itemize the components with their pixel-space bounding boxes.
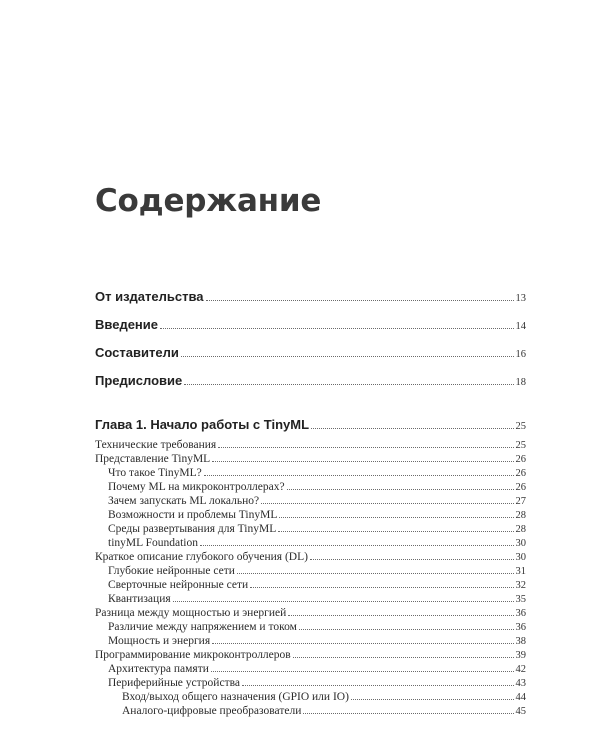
toc-entry[interactable] — [108, 593, 526, 605]
toc-entry[interactable] — [108, 635, 526, 647]
toc-page-number: 28 — [515, 510, 526, 521]
toc-entry[interactable] — [108, 495, 526, 507]
toc-page-number: 35 — [515, 594, 526, 605]
toc-entry[interactable] — [108, 579, 526, 591]
leader-dots — [299, 629, 514, 630]
toc-page-number: 13 — [515, 293, 526, 304]
toc-entry[interactable] — [95, 551, 526, 563]
toc-entry[interactable] — [108, 481, 526, 493]
leader-dots — [242, 685, 514, 686]
toc-page-number: 14 — [515, 321, 526, 332]
toc-entry-label: Возможности и проблемы TinyML — [108, 509, 278, 521]
toc-entry[interactable] — [108, 523, 526, 535]
toc-page-number: 36 — [515, 622, 526, 633]
toc-entry-label: tinyML Foundation — [108, 537, 198, 549]
toc-page-number: 43 — [515, 678, 526, 689]
toc-entry-preface[interactable] — [95, 373, 526, 388]
toc-entry-label: Сверточные нейронные сети — [108, 579, 249, 591]
toc-entry[interactable] — [95, 439, 526, 451]
leader-dots — [351, 699, 514, 700]
toc-entry-label: Представление TinyML — [95, 453, 211, 465]
toc-entry-label: Предисловие — [95, 373, 183, 388]
toc-page-number: 42 — [515, 664, 526, 675]
leader-dots — [212, 643, 513, 644]
toc-entry[interactable] — [108, 537, 526, 549]
toc-entry-label: Программирование микроконтроллеров — [95, 649, 291, 661]
toc-entry-publisher[interactable] — [95, 289, 526, 304]
toc-entry[interactable] — [108, 565, 526, 577]
toc-entry-label: Краткое описание глубокого обучения (DL) — [95, 551, 308, 563]
toc-page-number: 27 — [515, 496, 526, 507]
toc-page-number: 45 — [515, 706, 526, 717]
toc-page-number: 30 — [515, 552, 526, 563]
toc-entry-label: Зачем запускать ML локально? — [108, 495, 260, 507]
toc-entry[interactable] — [108, 467, 526, 479]
toc-page-number: 26 — [515, 454, 526, 465]
toc-entry-label: Периферийные устройства — [108, 677, 240, 689]
toc-entry[interactable] — [108, 621, 526, 633]
toc-entry-label: Вход/выход общего назначения (GPIO или IO) — [122, 691, 349, 703]
toc-entry-label: Составители — [95, 345, 179, 360]
toc-page-number: 36 — [515, 608, 526, 619]
leader-dots — [293, 657, 514, 658]
leader-dots — [206, 300, 514, 301]
page-title: Содержание — [95, 183, 322, 219]
leader-dots — [287, 489, 514, 490]
toc-page-number: 31 — [515, 566, 526, 577]
toc-entry-label: Что такое TinyML? — [108, 467, 202, 479]
toc-entry[interactable] — [108, 509, 526, 521]
toc-chapter-label: Глава 1. Начало работы с TinyML — [95, 417, 310, 432]
toc-entry-label: Квантизация — [108, 593, 171, 605]
leader-dots — [160, 328, 514, 329]
toc-page-number: 32 — [515, 580, 526, 591]
leader-dots — [278, 531, 513, 532]
toc-entry[interactable] — [108, 677, 526, 689]
leader-dots — [310, 559, 514, 560]
leader-dots — [173, 601, 514, 602]
toc-entry[interactable] — [95, 453, 526, 465]
toc-entry-label: От издательства — [95, 289, 204, 304]
toc-page-number: 44 — [515, 692, 526, 703]
leader-dots — [211, 671, 514, 672]
toc-entry-label: Глубокие нейронные сети — [108, 565, 235, 577]
leader-dots — [261, 503, 513, 504]
toc-page-number: 26 — [515, 468, 526, 479]
leader-dots — [311, 428, 513, 429]
toc-page-number: 26 — [515, 482, 526, 493]
toc-entry-contributors[interactable] — [95, 345, 526, 360]
toc-chapter-1[interactable] — [95, 417, 526, 432]
leader-dots — [181, 356, 514, 357]
leader-dots — [218, 447, 513, 448]
toc-entry-label: Среды развертывания для TinyML — [108, 523, 277, 535]
toc-entry-label: Технические требования — [95, 439, 217, 451]
leader-dots — [200, 545, 514, 546]
toc-entry-label: Почему ML на микроконтроллерах? — [108, 481, 285, 493]
toc-entry[interactable] — [95, 649, 526, 661]
toc-page-number: 28 — [515, 524, 526, 535]
toc-entry-introduction[interactable] — [95, 317, 526, 332]
leader-dots — [279, 517, 513, 518]
leader-dots — [288, 615, 513, 616]
toc-entry[interactable] — [108, 663, 526, 675]
leader-dots — [250, 587, 513, 588]
toc-entry[interactable] — [122, 705, 526, 717]
toc-entry-label: Аналого-цифровые преобразователи — [122, 705, 302, 717]
leader-dots — [212, 461, 513, 462]
leader-dots — [237, 573, 514, 574]
toc-page-number: 38 — [515, 636, 526, 647]
toc-page-number: 25 — [515, 421, 526, 432]
leader-dots — [204, 475, 514, 476]
toc-page-number: 18 — [515, 377, 526, 388]
toc-page-number: 30 — [515, 538, 526, 549]
leader-dots — [184, 384, 513, 385]
toc-entry-label: Мощность и энергия — [108, 635, 211, 647]
toc-entry-label: Различие между напряжением и током — [108, 621, 297, 633]
toc-page-number: 25 — [515, 440, 526, 451]
toc-entry-label: Разница между мощностью и энергией — [95, 607, 287, 619]
leader-dots — [303, 713, 513, 714]
toc-entry-label: Введение — [95, 317, 158, 332]
toc-entry[interactable] — [95, 607, 526, 619]
toc-page-number: 39 — [515, 650, 526, 661]
toc-entry-label: Архитектура памяти — [108, 663, 209, 675]
toc-page-number: 16 — [515, 349, 526, 360]
toc-entry[interactable] — [122, 691, 526, 703]
